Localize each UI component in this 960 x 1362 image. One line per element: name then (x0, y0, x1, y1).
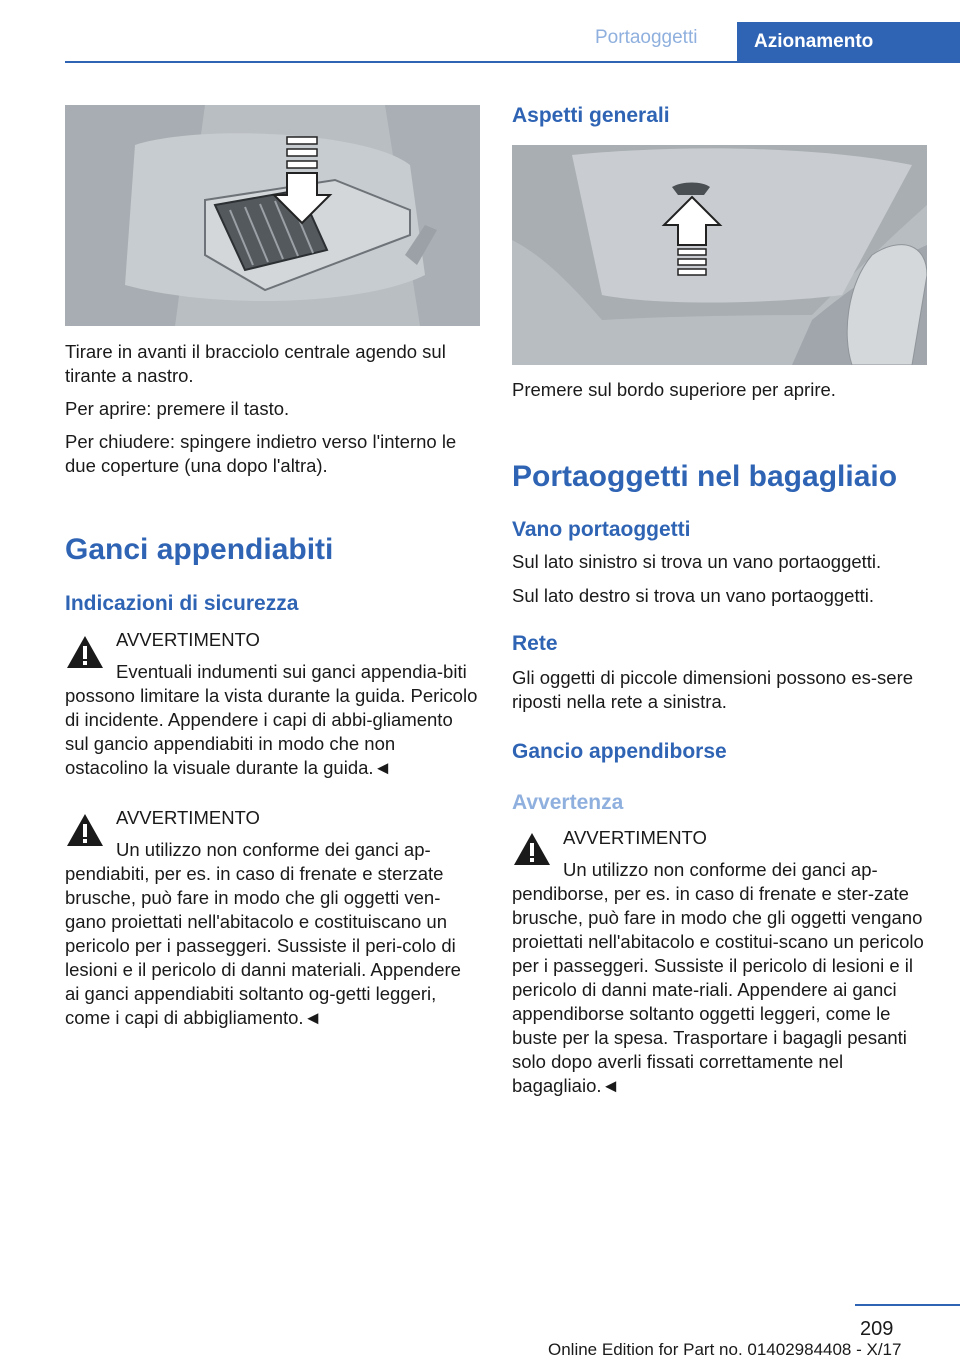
section-title-trunk: Portaoggetti nel bagagliaio (512, 460, 898, 493)
footer-rule (855, 1304, 960, 1306)
header-section-tab: Portaoggetti (595, 27, 698, 48)
compartment-text-1: Sul lato sinistro si trova un vano portaoggetti. (512, 551, 882, 572)
roof-compartment-figure (512, 145, 927, 365)
armrest-caption-1: Tirare in avanti il bracciolo centrale agendo sul tirante a nastro. (65, 341, 446, 386)
subsection-title-general: Aspetti generali (512, 104, 670, 127)
compartment-text-2: Sul lato destro si trova un vano portaoggetti. (512, 585, 874, 606)
warning-1-title: AVVERTIMENTO (116, 629, 260, 650)
subsection-title-safety: Indicazioni di sicurezza (65, 592, 299, 615)
warning-1-text: Eventuali indumenti sui ganci appendia-biti possono limitare la vista durante la guida. Pericolo di incidente. Appendere i capi di abbi-gliamento sul gancio appendiabiti in modo che non ostacolino la visuale durante la guida.◄ (65, 661, 478, 778)
section-title-hooks: Ganci appendiabiti (65, 533, 334, 566)
subsection-title-compartment: Vano portaoggetti (512, 518, 691, 541)
subsection-title-bag-hook: Gancio appendiborse (512, 740, 727, 763)
armrest-caption-2: Per aprire: premere il tasto. (65, 398, 290, 419)
armrest-figure (65, 105, 480, 326)
warning-3-text: Un utilizzo non conforme dei ganci ap-pendiborse, per es. in caso di frenate e ster-zate brusche, può fare in modo che gli oggetti vengano proiettati nell'abitacolo e costitui-scano un pericolo per i passeggeri. Sussiste il pericolo di lesioni e il pericolo di danni mate-riali. Appendere ai ganci appendiborse soltanto oggetti leggeri, come le buste per la spesa. Trasportare i bagagli pesanti solo dopo averli fissati correttamente nel bagagliaio.◄ (512, 859, 924, 1096)
page-number: 209 (860, 1318, 894, 1340)
general-caption: Premere sul bordo superiore per aprire. (512, 379, 836, 400)
net-text: Gli oggetti di piccole dimensioni possono es-sere riposti nella rete a sinistra. (512, 667, 914, 712)
warning-2-text: Un utilizzo non conforme dei ganci ap-pendiabiti, per es. in caso di frenate e sterzate brusche, può fare in modo che gli oggetti ven-gano proiettati nell'abitacolo e costituiscano un pericolo per i passeggeri. Sussiste il peri-colo di lesioni e il pericolo di danni materiali. Appendere ai ganci appendiabiti soltanto og-getti leggeri, come i capi di abbigliamento.◄ (65, 839, 461, 1028)
header-chapter-tab: Azionamento (737, 22, 960, 62)
notice-title: Avvertenza (512, 791, 624, 814)
warning-2-title: AVVERTIMENTO (116, 807, 260, 828)
header-rule (65, 61, 960, 63)
warning-3-title: AVVERTIMENTO (563, 827, 707, 848)
edition-text: Online Edition for Part no. 01402984408 - X/17 (548, 1340, 902, 1359)
armrest-caption-3: Per chiudere: spingere indietro verso l'interno le due coperture (una dopo l'altra). (65, 431, 457, 476)
subsection-title-net: Rete (512, 632, 558, 655)
